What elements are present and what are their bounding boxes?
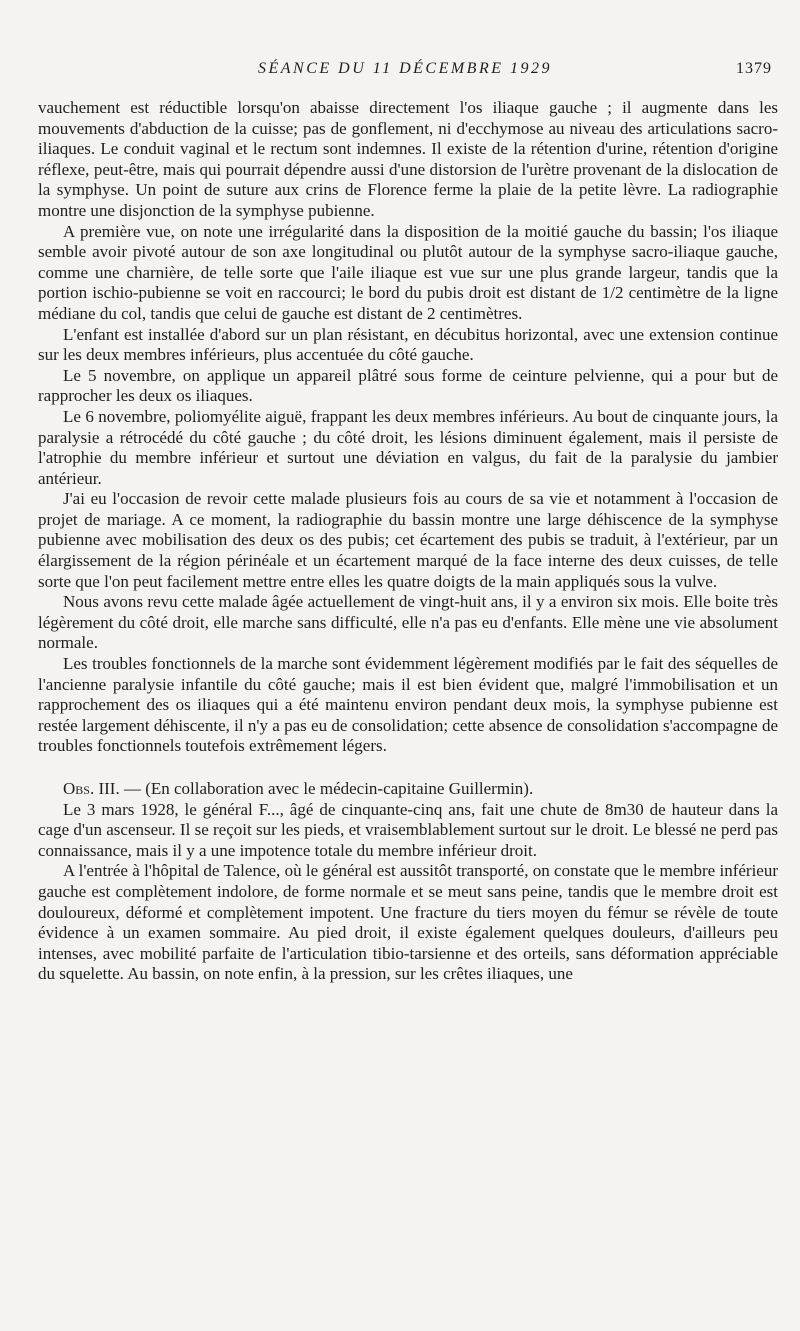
paragraph: vauchement est réductible lorsqu'on abaisse directement l'os iliaque gauche ; il augmente dans les mouvements d'abduction de la cuisse; pas de gonflement, ni d'ecchymose au niveau des articulations sacro-iliaques. Le conduit vaginal et le rectum sont indemnes. Il existe de la rétention d'urine, rétention d'origine réflexe, peut-être, mais qui pourrait dépendre aussi d'une distorsion de l'urètre provenant de la dislocation de la symphyse. Un point de suture aux crins de Florence ferme la plaie de la petite lèvre. La radiographie montre une disjonction de la symphyse pubienne. <box>38 98 778 220</box>
paragraph: Nous avons revu cette malade âgée actuellement de vingt-huit ans, il y a environ six mois. Elle boite très légèrement du côté droit, elle marche sans difficulté, elle n'a pas eu d'enfants. Elle mène une vie absolument normale. <box>38 592 778 653</box>
paragraph: J'ai eu l'occasion de revoir cette malade plusieurs fois au cours de sa vie et notamment à l'occasion de projet de mariage. A ce moment, la radiographie du bassin montre une large déhiscence de la symphyse pubienne avec mobilisation des deux os des pubis; cet écartement des pubis se traduit, à l'extérieur, par un élargissement de la région périnéale et un écartement marqué de la face interne des deux cuisses, de telle sorte que l'on peut facilement mettre entre elles les quatre doigts de la main appliqués sous la vulve. <box>38 489 778 591</box>
observation-heading <box>38 779 778 800</box>
observation-label: Obs. III. <box>63 779 120 798</box>
paragraph: Le 6 novembre, poliomyélite aiguë, frappant les deux membres inférieurs. Au bout de cinquante jours, la paralysie a rétrocédé du côté gauche ; du côté droit, les lésions diminuent également, mais il persiste de l'atrophie du membre inférieur et surtout une déviation en valgus, du fait de la paralysie du jambier antérieur. <box>38 406 778 488</box>
page-number: 1379 <box>736 60 772 77</box>
observation-heading-rest: — (En collaboration avec le médecin-capitaine Guillermin). <box>123 779 534 798</box>
running-title: SÉANCE DU 11 DÉCEMBRE 1929 <box>257 60 552 77</box>
page-header <box>38 60 772 84</box>
paragraph: Les troubles fonctionnels de la marche sont évidemment légèrement modifiés par le fait des séquelles de l'ancienne paralysie infantile du côté gauche; mais il est bien évident que, malgré l'immobilisation et un rapprochement des os iliaques qui a été maintenu environ pendant deux mois, la symphyse pubienne est restée largement déhiscente, il n'y a pas eu de consolidation; cette absence de consolidation s'accompagne de troubles fonctionnels toutefois extrêmement légers. <box>38 654 778 756</box>
paragraph: Le 5 novembre, on applique un appareil plâtré sous forme de ceinture pelvienne, qui a pour but de rapprocher les deux os iliaques. <box>38 365 778 406</box>
paragraph: A première vue, on note une irrégularité dans la disposition de la moitié gauche du bassin; l'os iliaque semble avoir pivoté autour de son axe longitudinal ou plutôt autour de la symphyse sacro-iliaque gauche, comme une charnière, de telle sorte que l'aile iliaque est vue sur une plus grande largeur, tandis que la portion ischio-pubienne se voit en raccourci; le bord du pubis droit est distant de 1/2 centimètre de la ligne médiane du col, tandis que celui de gauche est distant de 2 centimètres. <box>38 221 778 323</box>
paragraph: A l'entrée à l'hôpital de Talence, où le général est aussitôt transporté, on constate que le membre inférieur gauche est complètement indolore, de forme normale et se meut sans peine, tandis que le membre droit est douloureux, déformé et complètement impotent. Une fracture du tiers moyen du fémur se révèle de toute évidence à un examen sommaire. Au pied droit, il existe également quelques douleurs, d'ailleurs peu intenses, avec mobilité parfaite de l'articulation tibio-tarsienne et des orteils, sans déformation appréciable du squelette. Au bassin, on note enfin, à la pression, sur les crêtes iliaques, une <box>38 861 778 984</box>
paragraph: L'enfant est installée d'abord sur un plan résistant, en décubitus horizontal, avec une extension continue sur les deux membres inférieurs, plus accentuée du côté gauche. <box>38 324 778 365</box>
paragraph: Le 3 mars 1928, le général F..., âgé de cinquante-cinq ans, fait une chute de 8m30 de hauteur dans la cage d'un ascenseur. Il se reçoit sur les pieds, et vraisemblablement surtout sur le droit. Le blessé ne perd pas connaissance, mais il y a une impotence totale du membre inférieur droit. <box>38 799 778 860</box>
body-text <box>38 98 778 985</box>
